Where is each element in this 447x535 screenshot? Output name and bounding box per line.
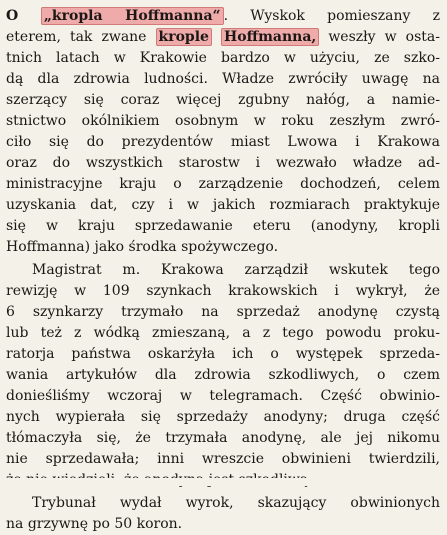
newspaper-article (6, 6, 440, 532)
text-line (6, 260, 440, 281)
text-line (6, 493, 440, 514)
text-line (6, 449, 440, 470)
text-span: 6 szynkarzy trzymało na sprzedaż anodynę czystą (6, 304, 440, 320)
text-span: . Wyskok pomieszany z (223, 8, 440, 24)
text-line (6, 281, 440, 302)
text-line (6, 323, 440, 344)
text-line (6, 27, 440, 48)
text-span: nych wypierała się sprzedaży anodyny; druga część (6, 409, 440, 425)
text-span: weszły w osta- (319, 29, 440, 45)
text-span: ministracyjne kraju o zarządzenie dochodzeń, celem (6, 176, 440, 192)
text-line (6, 132, 440, 153)
text-line (6, 386, 440, 407)
text-line (6, 174, 440, 195)
text-span: Trybunał wydał wyrok, skazujący obwinionych (32, 495, 440, 511)
text-span: nie sprzedawała; inni wreszcie obwinieni twierdzili, (6, 451, 440, 467)
text-span: O (6, 8, 41, 24)
text-line (6, 428, 440, 449)
text-span: na grzywnę po 50 koron. (6, 516, 183, 532)
text-span (212, 29, 221, 45)
text-span: się w kraju sprzedawanie eteru (anodyny, kropli (6, 218, 440, 234)
text-line (6, 302, 440, 323)
text-span: szerzący się coraz więcej zgubny nałóg, a namie- (6, 92, 440, 108)
text-line (6, 111, 440, 132)
page-bottom-edge (0, 478, 447, 486)
text-span: tłómaczyła się, że trzymała anodynę, ale jej nikomu (6, 430, 440, 446)
text-span: lub też z wódką zmieszaną, a z tego powodu proku- (6, 325, 440, 341)
text-span: ratorja państwa oskarżyła ich o występek sprzeda- (6, 346, 440, 362)
text-line (6, 90, 440, 111)
text-line (6, 514, 440, 535)
highlighted-term: krople (156, 28, 212, 46)
text-span: donieśliśmy wczoraj w telegramach. Część obwinio- (6, 388, 440, 404)
text-line (6, 237, 440, 258)
text-span: Hoffmanna) jako środka spożywczego. (6, 239, 279, 255)
text-span: uzyskania dat, czy i w jakich rozmiarach praktykuje (6, 197, 440, 213)
text-line (6, 6, 440, 27)
text-span: rewizję w 109 szynkach krakowskich i wykrył, że (6, 283, 440, 299)
text-line (6, 216, 440, 237)
highlighted-term: „kropla Hoffmanna“ (41, 7, 224, 25)
text-line (6, 344, 440, 365)
text-span: tnich latach w Krakowie bardzo w użyciu, ze szko- (6, 50, 440, 66)
text-span: dą dla zdrowia ludności. Władze zwróciły uwagę na (6, 71, 440, 87)
text-line (6, 153, 440, 174)
text-line (6, 365, 440, 386)
text-line (6, 407, 440, 428)
text-span: oraz do wszystkich starostw i wezwało władze ad- (6, 155, 440, 171)
text-span: Magistrat m. Krakowa zarządził wskutek tego (32, 262, 440, 278)
text-line (6, 195, 440, 216)
text-line (6, 69, 440, 90)
text-line (6, 48, 440, 69)
text-span: stnictwo okólnikiem osobnym w roku zeszłym zwró- (6, 113, 440, 129)
highlighted-term: Hoffmanna, (221, 28, 319, 46)
text-span: ciło się do prezydentów miast Lwowa i Krakowa (6, 134, 440, 150)
text-span: wania artykułów dla zdrowia szkodliwych, o czem (6, 367, 440, 383)
text-span: eterem, tak zwane (6, 29, 156, 45)
